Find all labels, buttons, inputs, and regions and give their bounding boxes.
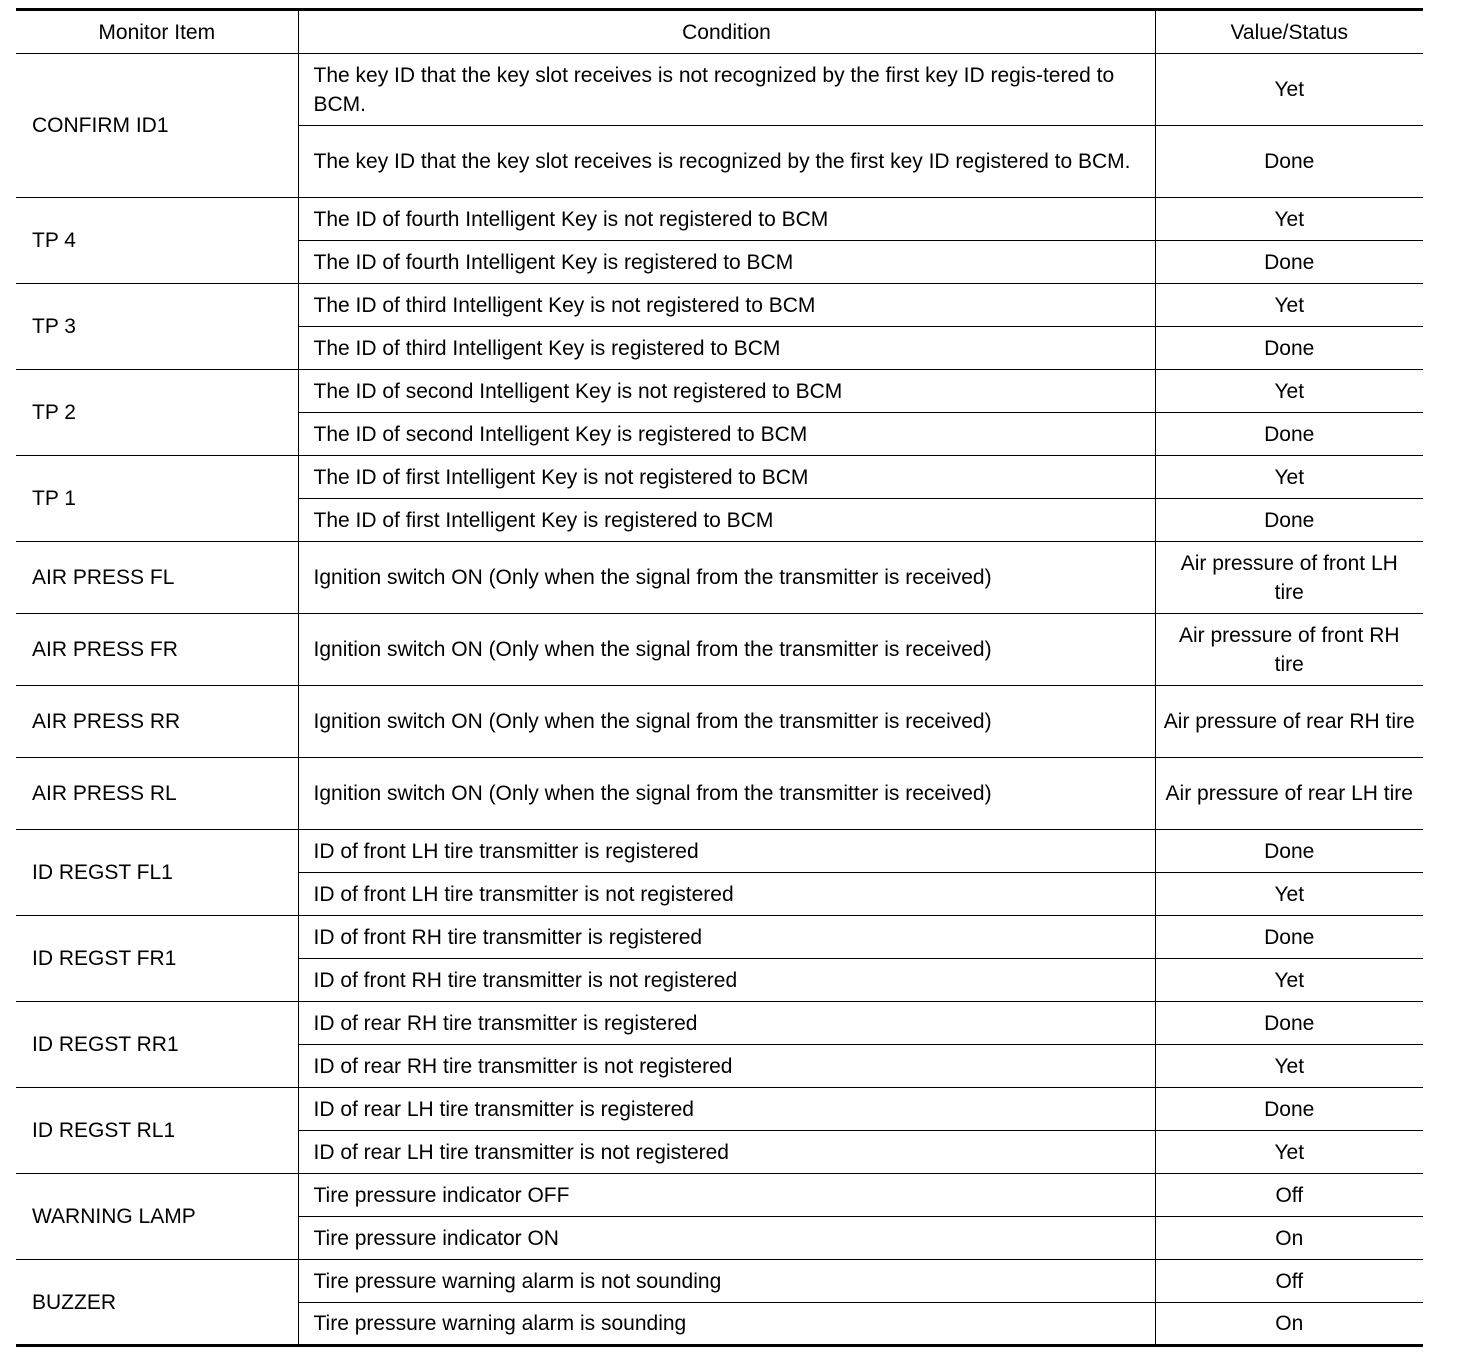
condition-cell: The ID of second Intelligent Key is registered to BCM [298,413,1155,456]
value-status-cell: Done [1155,241,1423,284]
condition-cell: The ID of third Intelligent Key is registered to BCM [298,327,1155,370]
value-status-cell: Yet [1155,54,1423,126]
value-status-cell: On [1155,1217,1423,1260]
condition-cell: Tire pressure indicator OFF [298,1174,1155,1217]
value-status-cell: Air pressure of front RH tire [1155,614,1423,686]
table-row [16,758,1423,830]
header-condition: Condition [298,10,1155,54]
monitor-item-cell: TP 1 [16,456,298,542]
value-status-cell: Done [1155,499,1423,542]
table-row [16,1174,1423,1217]
value-status-cell: Done [1155,1088,1423,1131]
table-row [16,1088,1423,1131]
condition-cell: ID of rear RH tire transmitter is not registered [298,1045,1155,1088]
value-status-cell: Done [1155,916,1423,959]
table-row [16,614,1423,686]
value-status-cell: Yet [1155,1045,1423,1088]
condition-cell: The ID of first Intelligent Key is not registered to BCM [298,456,1155,499]
table-header [16,10,1423,54]
value-status-cell: Air pressure of front LH tire [1155,542,1423,614]
header-monitor-item: Monitor Item [16,10,298,54]
table-row [16,542,1423,614]
value-status-cell: Yet [1155,1131,1423,1174]
condition-cell: Tire pressure warning alarm is sounding [298,1303,1155,1346]
monitor-item-cell: AIR PRESS FL [16,542,298,614]
value-status-cell: Done [1155,413,1423,456]
condition-cell: ID of front LH tire transmitter is not registered [298,873,1155,916]
monitor-item-cell: ID REGST RR1 [16,1002,298,1088]
condition-cell: ID of front RH tire transmitter is not registered [298,959,1155,1002]
table-row [16,370,1423,413]
condition-cell: Ignition switch ON (Only when the signal from the transmitter is received) [298,614,1155,686]
value-status-cell: Off [1155,1174,1423,1217]
value-status-cell: Yet [1155,284,1423,327]
value-status-cell: Yet [1155,456,1423,499]
table-row [16,1260,1423,1303]
monitor-item-cell: TP 4 [16,198,298,284]
condition-cell: ID of front LH tire transmitter is registered [298,830,1155,873]
value-status-cell: On [1155,1303,1423,1346]
monitor-item-table [16,8,1423,1347]
monitor-item-cell: ID REGST FR1 [16,916,298,1002]
table-row [16,916,1423,959]
monitor-item-cell: AIR PRESS RR [16,686,298,758]
condition-cell: Ignition switch ON (Only when the signal from the transmitter is received) [298,542,1155,614]
value-status-cell: Done [1155,126,1423,198]
value-status-cell: Done [1155,327,1423,370]
monitor-item-cell: CONFIRM ID1 [16,54,298,198]
value-status-cell: Yet [1155,198,1423,241]
condition-cell: The key ID that the key slot receives is recognized by the first key ID registered to BCM. [298,126,1155,198]
condition-cell: ID of rear RH tire transmitter is registered [298,1002,1155,1045]
table-row [16,456,1423,499]
table-row [16,54,1423,126]
condition-cell: ID of rear LH tire transmitter is not registered [298,1131,1155,1174]
condition-cell: The ID of fourth Intelligent Key is registered to BCM [298,241,1155,284]
condition-cell: Ignition switch ON (Only when the signal from the transmitter is received) [298,758,1155,830]
value-status-cell: Air pressure of rear RH tire [1155,686,1423,758]
monitor-item-cell: ID REGST RL1 [16,1088,298,1174]
table-body [16,54,1423,1346]
monitor-item-cell: ID REGST FL1 [16,830,298,916]
monitor-item-cell: AIR PRESS RL [16,758,298,830]
condition-cell: Ignition switch ON (Only when the signal from the transmitter is received) [298,686,1155,758]
condition-cell: Tire pressure indicator ON [298,1217,1155,1260]
table-row [16,830,1423,873]
table-row [16,686,1423,758]
value-status-cell: Yet [1155,370,1423,413]
monitor-item-cell: AIR PRESS FR [16,614,298,686]
condition-cell: The ID of fourth Intelligent Key is not registered to BCM [298,198,1155,241]
value-status-cell: Air pressure of rear LH tire [1155,758,1423,830]
value-status-cell: Done [1155,1002,1423,1045]
value-status-cell: Off [1155,1260,1423,1303]
condition-cell: The ID of third Intelligent Key is not registered to BCM [298,284,1155,327]
value-status-cell: Yet [1155,959,1423,1002]
condition-cell: The ID of second Intelligent Key is not registered to BCM [298,370,1155,413]
header-row [16,10,1423,54]
header-value-status: Value/Status [1155,10,1423,54]
table-row [16,198,1423,241]
condition-cell: ID of front RH tire transmitter is registered [298,916,1155,959]
condition-cell: The ID of first Intelligent Key is registered to BCM [298,499,1155,542]
value-status-cell: Done [1155,830,1423,873]
monitor-item-cell: TP 3 [16,284,298,370]
monitor-item-cell: WARNING LAMP [16,1174,298,1260]
monitor-item-cell: BUZZER [16,1260,298,1346]
condition-cell: Tire pressure warning alarm is not sounding [298,1260,1155,1303]
condition-cell: ID of rear LH tire transmitter is registered [298,1088,1155,1131]
condition-cell: The key ID that the key slot receives is not recognized by the first key ID regis-tered to BCM. [298,54,1155,126]
table-row [16,284,1423,327]
value-status-cell: Yet [1155,873,1423,916]
table-row [16,1002,1423,1045]
monitor-item-cell: TP 2 [16,370,298,456]
